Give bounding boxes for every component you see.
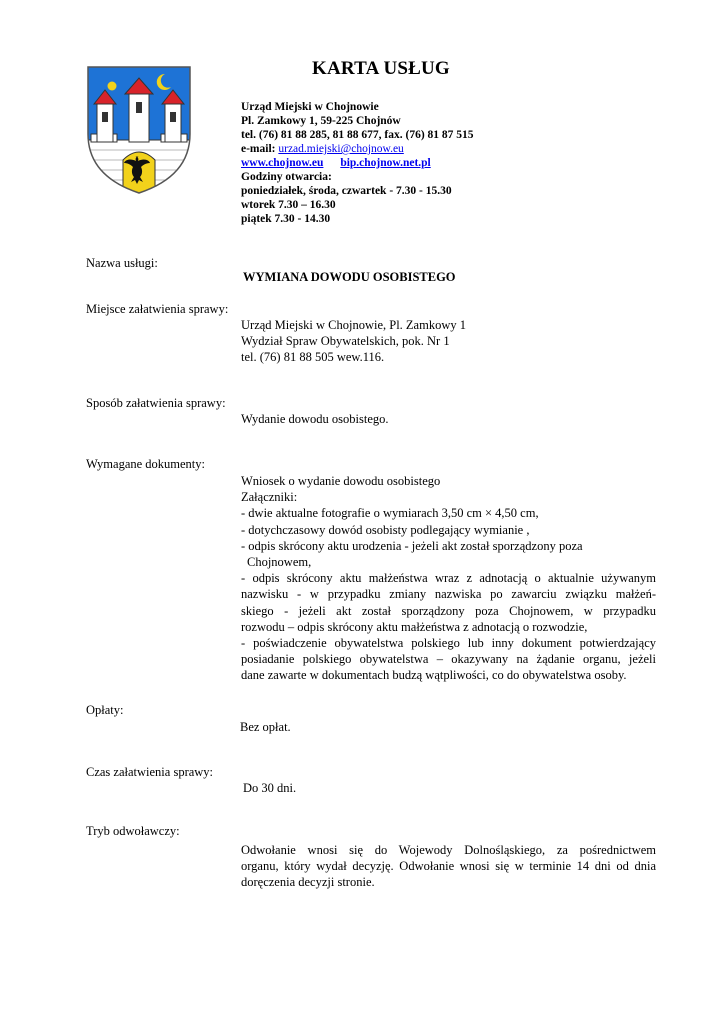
document-line: Załączniki: — [241, 490, 298, 505]
email-label: e-mail: — [241, 143, 276, 155]
document-line: nazwisku - w przypadku zmiany nazwiska po zawarciu związku małżeń- — [241, 587, 656, 602]
hours-line: poniedziałek, środa, czwartek - 7.30 - 15.30 — [241, 185, 452, 197]
appeal-value — [241, 842, 656, 891]
email-line — [241, 142, 404, 156]
website-link[interactable]: www.chojnow.eu — [241, 157, 324, 169]
document-line: rozwodu – odpis skrócony aktu małżeństwa z adnotacją o rozwodzie, — [241, 619, 588, 634]
document-line: dane zawarte w dokumentach budzą wątpliwości, co do obywatelstwa osoby. — [241, 668, 627, 683]
document-line: - odpis skrócony aktu urodzenia - jeżeli akt został sporządzony poza — [241, 538, 583, 553]
appeal-line: doręczenia decyzji stronie. — [241, 875, 375, 890]
appeal-label: Tryb odwoławczy: — [86, 824, 180, 838]
time-label: Czas załatwienia sprawy: — [86, 765, 214, 779]
bip-link[interactable]: bip.chojnow.net.pl — [340, 157, 431, 169]
document-title: KARTA USŁUG — [312, 58, 450, 79]
place-line: Urząd Miejski w Chojnowie, Pl. Zamkowy 1 — [241, 318, 466, 332]
hours-line: wtorek 7.30 – 16.30 — [241, 199, 336, 211]
hours-line: piątek 7.30 - 14.30 — [241, 213, 331, 225]
method-value: Wydanie dowodu osobistego. — [241, 412, 389, 426]
document-line: - dotychczasowy dowód osobisty podlegający wymianie , — [241, 522, 530, 537]
office-name: Urząd Miejski w Chojnowie — [241, 101, 379, 113]
place-line: tel. (76) 81 88 505 wew.116. — [241, 350, 385, 365]
fees-label: Opłaty: — [86, 703, 124, 717]
hours-label: Godziny otwarcia: — [241, 171, 332, 183]
place-value — [241, 317, 466, 366]
document-line: Wniosek o wydanie dowodu osobistego — [241, 474, 441, 488]
office-phones: tel. (76) 81 88 285, 81 88 677, fax. (76) 81 87 515 — [241, 129, 474, 141]
document-line: posiadanie polskiego obywatelstwa – okazywany na żądanie organu, jeżeli — [241, 652, 656, 667]
time-value: Do 30 dni. — [243, 781, 297, 795]
email-link[interactable]: urzad.miejski@chojnow.eu — [278, 143, 404, 155]
place-label: Miejsce załatwienia sprawy: — [86, 302, 229, 316]
document-line: - odpis skrócony aktu małżeństwa wraz z adnotacją o aktualnie używanym — [241, 571, 656, 586]
service-name-value: WYMIANA DOWODU OSOBISTEGO — [243, 270, 456, 284]
fees-value: Bez opłat. — [240, 720, 291, 734]
document-line: - poświadczenie obywatelstwa polskiego lub inny dokument potwierdzający — [241, 636, 656, 651]
office-address: Pl. Zamkowy 1, 59-225 Chojnów — [241, 115, 401, 127]
place-line: Wydział Spraw Obywatelskich, pok. Nr 1 — [241, 334, 450, 349]
appeal-line: Odwołanie wnosi się do Wojewody Dolnośląskiego, za pośrednictwem — [241, 843, 656, 857]
sun-icon — [108, 82, 117, 91]
links-line — [241, 156, 431, 170]
document-line: - dwie aktualne fotografie o wymiarach 3,50 cm × 4,50 cm, — [241, 506, 539, 521]
document-line: Chojnowem, — [247, 555, 312, 570]
documents-value — [241, 473, 656, 684]
service-name-label: Nazwa usługi: — [86, 256, 158, 270]
method-label: Sposób załatwienia sprawy: — [86, 396, 226, 410]
appeal-line: organu, który wydał decyzję. Odwołanie wnosi się w terminie 14 dni od dnia — [241, 859, 656, 874]
documents-label: Wymagane dokumenty: — [86, 457, 206, 471]
chojnow-coat-of-arms — [85, 64, 193, 196]
document-line: skiego - jeżeli akt został sporządzony poza Chojnowem, w przypadku — [241, 603, 656, 618]
